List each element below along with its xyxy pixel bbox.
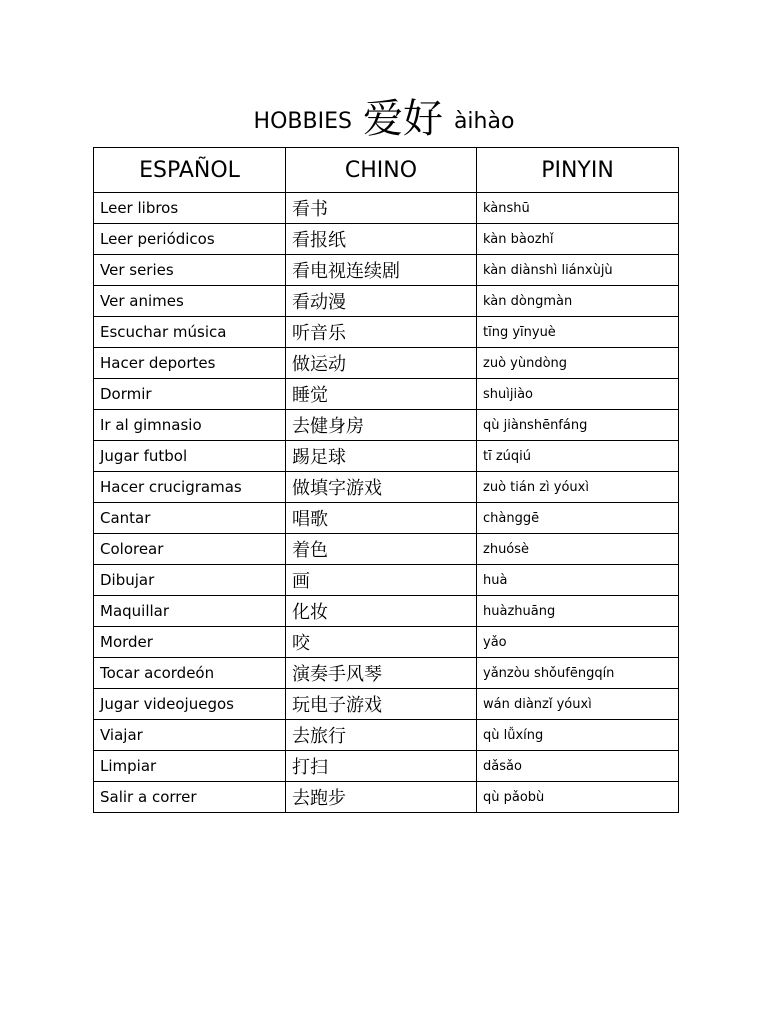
cell-espanol: Ver series [94, 255, 286, 286]
cell-espanol: Escuchar música [94, 317, 286, 348]
cell-espanol: Ver animes [94, 286, 286, 317]
cell-espanol: Dibujar [94, 565, 286, 596]
cell-espanol: Leer libros [94, 193, 286, 224]
title-chinese: 爱好 [362, 96, 443, 142]
cell-espanol: Leer periódicos [94, 224, 286, 255]
cell-chino: 看书 [286, 193, 477, 224]
title-label: HOBBIES [253, 109, 352, 134]
cell-pinyin: zuò yùndòng [477, 348, 679, 379]
table-row [94, 751, 679, 782]
cell-espanol: Tocar acordeón [94, 658, 286, 689]
table-row [94, 224, 679, 255]
table-row [94, 410, 679, 441]
table-row [94, 782, 679, 813]
cell-pinyin: chànggē [477, 503, 679, 534]
table-row [94, 472, 679, 503]
table-row [94, 689, 679, 720]
cell-chino: 去跑步 [286, 782, 477, 813]
cell-pinyin: huàzhuāng [477, 596, 679, 627]
cell-espanol: Maquillar [94, 596, 286, 627]
cell-chino: 玩电子游戏 [286, 689, 477, 720]
table-row [94, 627, 679, 658]
cell-pinyin: qù pǎobù [477, 782, 679, 813]
table-row [94, 565, 679, 596]
cell-pinyin: kàn bàozhǐ [477, 224, 679, 255]
table-row [94, 441, 679, 472]
table-header-row [94, 148, 679, 193]
cell-espanol: Hacer crucigramas [94, 472, 286, 503]
cell-pinyin: tī zúqiú [477, 441, 679, 472]
cell-chino: 演奏手风琴 [286, 658, 477, 689]
cell-espanol: Colorear [94, 534, 286, 565]
table-row [94, 596, 679, 627]
cell-espanol: Viajar [94, 720, 286, 751]
cell-pinyin: yǎo [477, 627, 679, 658]
cell-chino: 着色 [286, 534, 477, 565]
cell-chino: 唱歌 [286, 503, 477, 534]
cell-chino: 看动漫 [286, 286, 477, 317]
table-row [94, 317, 679, 348]
cell-chino: 做填字游戏 [286, 472, 477, 503]
cell-chino: 做运动 [286, 348, 477, 379]
table-row [94, 379, 679, 410]
cell-chino: 看报纸 [286, 224, 477, 255]
cell-pinyin: kàn diànshì liánxùjù [477, 255, 679, 286]
header-espanol: ESPAÑOL [94, 148, 286, 193]
cell-pinyin: zuò tián zì yóuxì [477, 472, 679, 503]
table-row [94, 503, 679, 534]
table-row [94, 255, 679, 286]
cell-chino: 化妆 [286, 596, 477, 627]
cell-pinyin: yǎnzòu shǒufēngqín [477, 658, 679, 689]
title-pinyin: àihào [453, 109, 515, 134]
header-pinyin: PINYIN [477, 148, 679, 193]
cell-chino: 去健身房 [286, 410, 477, 441]
table-row [94, 348, 679, 379]
cell-pinyin: qù jiànshēnfáng [477, 410, 679, 441]
table-row [94, 286, 679, 317]
cell-espanol: Jugar futbol [94, 441, 286, 472]
cell-chino: 画 [286, 565, 477, 596]
table-row [94, 193, 679, 224]
cell-chino: 听音乐 [286, 317, 477, 348]
cell-espanol: Dormir [94, 379, 286, 410]
cell-pinyin: tīng yīnyuè [477, 317, 679, 348]
table-row [94, 720, 679, 751]
cell-espanol: Cantar [94, 503, 286, 534]
table-row [94, 658, 679, 689]
cell-pinyin: kànshū [477, 193, 679, 224]
page-title [0, 94, 768, 147]
cell-pinyin: dǎsǎo [477, 751, 679, 782]
cell-espanol: Ir al gimnasio [94, 410, 286, 441]
cell-espanol: Jugar videojuegos [94, 689, 286, 720]
cell-chino: 睡觉 [286, 379, 477, 410]
cell-chino: 看电视连续剧 [286, 255, 477, 286]
table-body [94, 193, 679, 813]
cell-chino: 咬 [286, 627, 477, 658]
cell-pinyin: huà [477, 565, 679, 596]
cell-pinyin: shuìjiào [477, 379, 679, 410]
table-row [94, 534, 679, 565]
cell-pinyin: qù lǚxíng [477, 720, 679, 751]
cell-chino: 踢足球 [286, 441, 477, 472]
header-chino: CHINO [286, 148, 477, 193]
cell-pinyin: wán diànzǐ yóuxì [477, 689, 679, 720]
cell-espanol: Salir a correr [94, 782, 286, 813]
cell-espanol: Limpiar [94, 751, 286, 782]
cell-espanol: Hacer deportes [94, 348, 286, 379]
cell-pinyin: kàn dòngmàn [477, 286, 679, 317]
cell-pinyin: zhuósè [477, 534, 679, 565]
cell-chino: 打扫 [286, 751, 477, 782]
vocabulary-table [93, 147, 679, 813]
cell-chino: 去旅行 [286, 720, 477, 751]
cell-espanol: Morder [94, 627, 286, 658]
